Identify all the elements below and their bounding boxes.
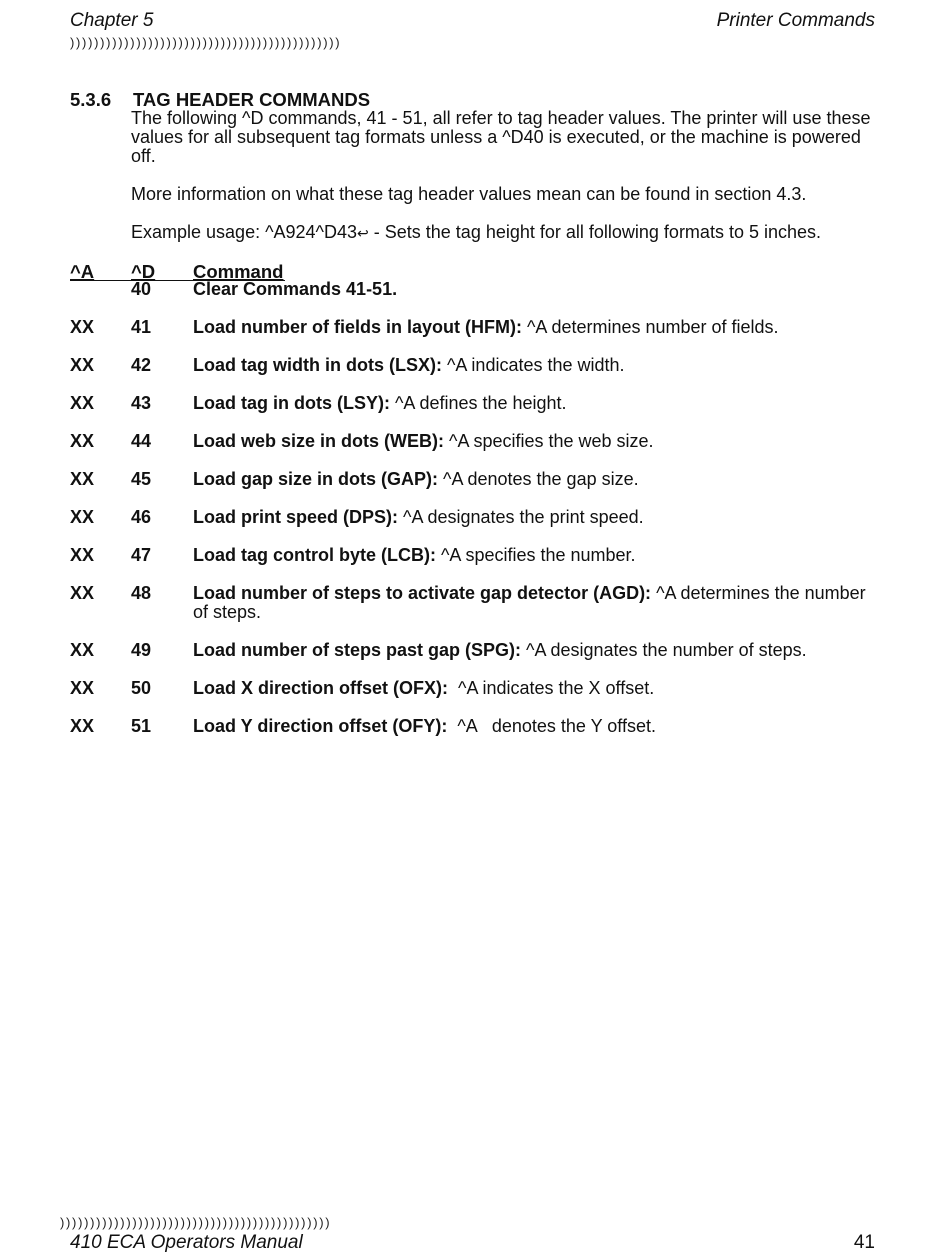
row-command <box>193 584 873 622</box>
footer-decoration: ))))))))))))))))))))))))))))))))))))))))))))) <box>60 1215 332 1230</box>
command-description: ^A designates the number of steps. <box>521 640 807 660</box>
reference-paragraph: More information on what these tag header values mean can be found in section 4.3. <box>131 184 807 204</box>
row-d-value: 50 <box>131 678 152 698</box>
footer-manual-title: 410 ECA Operators Manual <box>70 1232 303 1253</box>
command-description: ^A designates the print speed. <box>398 507 644 527</box>
row-command <box>193 318 873 337</box>
command-description: ^A indicates the width. <box>441 355 625 375</box>
row-command <box>193 679 873 698</box>
section-number: 5.3.6 <box>70 89 112 110</box>
row-d-value: 49 <box>131 640 152 660</box>
command-description: ^A defines the height. <box>389 393 567 413</box>
example-explanation: - Sets the tag height for all following formats to 5 inches. <box>368 222 821 242</box>
row-d-value: 46 <box>131 507 152 527</box>
command-description: ^A specifies the web size. <box>444 431 654 451</box>
row-command <box>193 508 873 527</box>
command-name: Load web size in dots (WEB): <box>193 431 444 451</box>
row-a-value: XX <box>70 678 95 698</box>
row-d-value: 48 <box>131 583 152 603</box>
row-a-value: XX <box>70 317 95 337</box>
row-a-value: XX <box>70 355 95 375</box>
command-description: ^A determines number of fields. <box>521 317 779 337</box>
command-description: ^A specifies the number. <box>435 545 636 565</box>
command-name: Load gap size in dots (GAP): <box>193 469 439 489</box>
row-a-value: XX <box>70 545 95 565</box>
row-command <box>193 546 873 565</box>
return-key-icon: ↩ <box>357 225 369 241</box>
row-d-value: 40 <box>131 279 152 299</box>
section-title: TAG HEADER COMMANDS <box>133 89 371 110</box>
row-a-value: XX <box>70 716 95 736</box>
command-description: ^A denotes the Y offset. <box>447 716 656 736</box>
command-name: Load number of fields in layout (HFM): <box>193 317 522 337</box>
column-header-command: Command <box>193 261 284 282</box>
column-header-a: ^A <box>70 261 95 282</box>
command-name: Load print speed (DPS): <box>193 507 399 527</box>
command-name: Clear Commands 41-51. <box>193 279 398 299</box>
row-d-value: 51 <box>131 716 152 736</box>
command-name: Load Y direction offset (OFY): <box>193 716 448 736</box>
row-command <box>193 641 873 660</box>
command-name: Load number of steps past gap (SPG): <box>193 640 522 660</box>
row-a-value: XX <box>70 583 95 603</box>
row-a-value: XX <box>70 507 95 527</box>
example-text: Example usage: ^A924^D43 <box>131 222 358 242</box>
command-name: Load tag in dots (LSY): <box>193 393 390 413</box>
command-description: ^A indicates the X offset. <box>448 678 655 698</box>
row-command <box>193 356 873 375</box>
row-command <box>193 717 873 736</box>
row-a-value: XX <box>70 469 95 489</box>
command-description: ^A denotes the gap size. <box>438 469 639 489</box>
row-a-value: XX <box>70 431 95 451</box>
row-a-value: XX <box>70 393 95 413</box>
command-name: Load number of steps to activate gap detector (AGD): <box>193 583 652 603</box>
command-name: Load X direction offset (OFX): <box>193 678 448 698</box>
running-header-title: Printer Commands <box>716 10 875 31</box>
column-header-d: ^D <box>131 261 156 282</box>
header-decoration: ))))))))))))))))))))))))))))))))))))))))))))) <box>70 35 342 50</box>
page-number: 41 <box>853 1232 875 1253</box>
row-d-value: 47 <box>131 545 152 565</box>
intro-paragraph: The following ^D commands, 41 - 51, all refer to tag header values. The printer will use these values for all subsequent tag formats unless a ^D40 is executed, or the machine is powered off. <box>131 108 871 166</box>
command-name: Load tag width in dots (LSX): <box>193 355 442 375</box>
example-paragraph <box>131 223 883 243</box>
row-d-value: 42 <box>131 355 152 375</box>
row-d-value: 41 <box>131 317 152 337</box>
row-command <box>193 280 873 299</box>
row-d-value: 44 <box>131 431 152 451</box>
running-header-chapter: Chapter 5 <box>70 10 154 31</box>
row-command <box>193 394 873 413</box>
command-description: ^A determines the number of steps. <box>193 583 866 622</box>
row-command <box>193 432 873 451</box>
row-d-value: 43 <box>131 393 152 413</box>
row-a-value: XX <box>70 640 95 660</box>
row-d-value: 45 <box>131 469 152 489</box>
row-command <box>193 470 873 489</box>
command-name: Load tag control byte (LCB): <box>193 545 436 565</box>
